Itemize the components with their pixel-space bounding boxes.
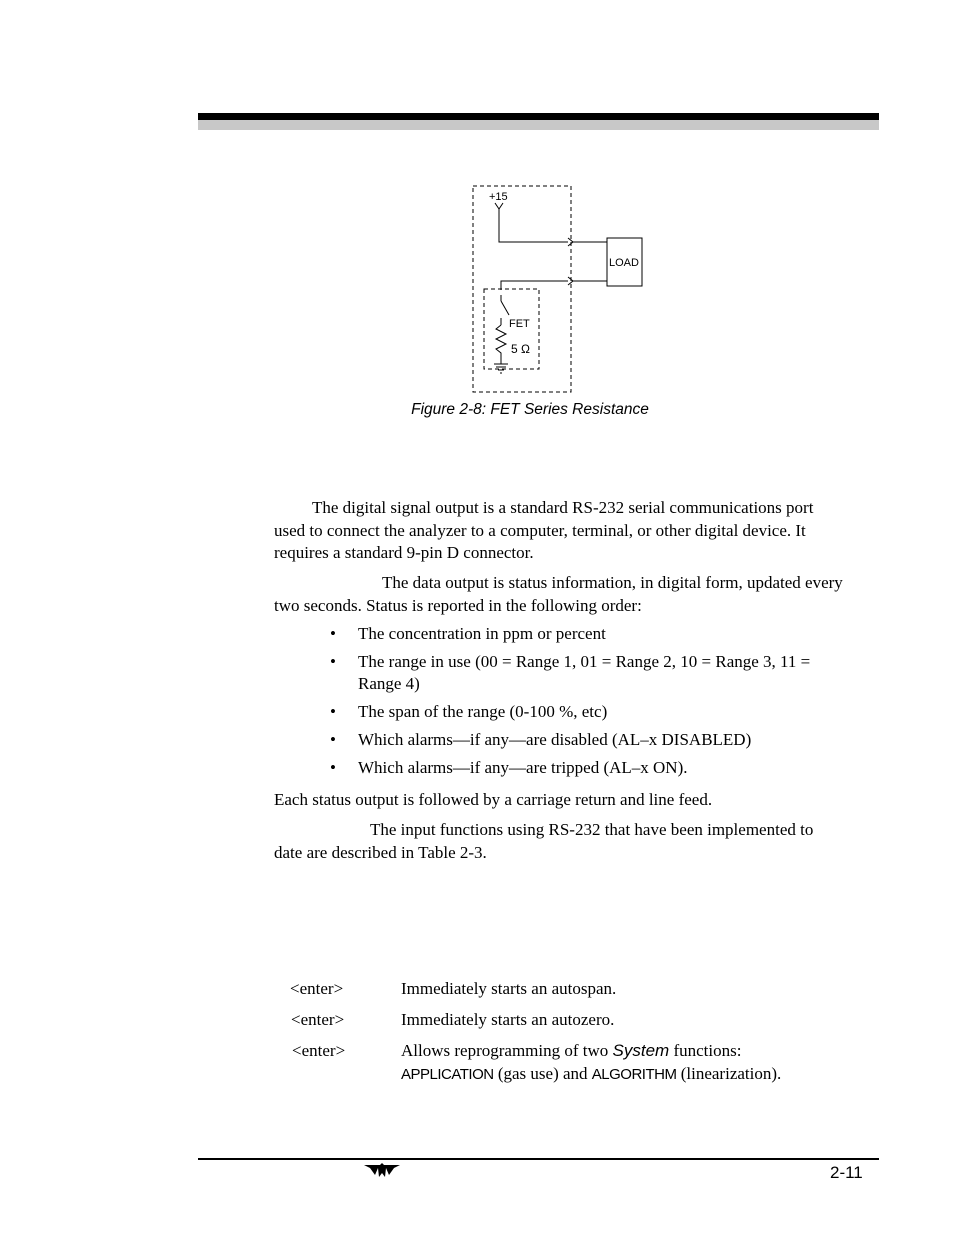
resistor-label: 5 Ω	[511, 342, 530, 356]
footer-rule	[198, 1158, 879, 1160]
teledyne-logo-icon	[364, 1163, 400, 1184]
command-description: Immediately starts an autospan.	[401, 979, 617, 998]
fet-label: FET	[509, 318, 530, 330]
fet-circuit-diagram	[460, 178, 660, 403]
load-label: LOAD	[609, 257, 639, 269]
header-rule-shadow	[198, 120, 879, 130]
figure-caption: Figure 2-8: FET Series Resistance	[411, 401, 649, 418]
paragraph-digital-output: The digital signal output is a standard RS-232 serial communications port used to connect the analyzer to a computer, terminal, or other digital device. It requires a standard 9-pin D connector.	[274, 498, 814, 562]
algorithm-keyword: ALGORITHM	[591, 1066, 677, 1083]
command-row	[280, 1039, 840, 1089]
status-order-list	[330, 623, 850, 785]
command-key: <enter>	[290, 979, 344, 998]
page-number: 2-11	[830, 1163, 863, 1182]
paragraph-input-functions: The input functions using RS-232 that have been implemented to date are described in Table 2-3.	[274, 820, 814, 862]
list-item: • Which alarms—if any—are disabled (AL–x DISABLED)	[330, 730, 752, 749]
bullet-icon: •	[330, 730, 336, 749]
system-keyword: System	[612, 1041, 670, 1060]
list-item: • Which alarms—if any—are tripped (AL–x ON).	[330, 758, 688, 777]
list-item: • The concentration in ppm or percent	[330, 624, 606, 643]
supply-label: +15	[489, 191, 508, 203]
bullet-icon: •	[330, 652, 336, 671]
paragraph-status-terminator: Each status output is followed by a carriage return and line feed.	[274, 790, 713, 809]
bullet-icon: •	[330, 702, 336, 721]
command-description: Allows reprogramming of two System functions: APPLICATION (gas use) and ALGORITHM (linearization).	[401, 1041, 782, 1083]
command-key: <enter>	[291, 1010, 345, 1029]
command-key: <enter>	[292, 1041, 346, 1060]
bullet-icon: •	[330, 758, 336, 777]
list-item: • The range in use (00 = Range 1, 01 = Range 2, 10 = Range 3, 11 = Range 4)	[330, 652, 811, 693]
application-keyword: APPLICATION	[401, 1066, 494, 1083]
list-item: • The span of the range (0-100 %, etc)	[330, 702, 608, 721]
command-description: Immediately starts an autozero.	[401, 1010, 615, 1029]
bullet-icon: •	[330, 624, 336, 643]
paragraph-data-output: The data output is status information, in digital form, updated every two seconds. Status is reported in the following order:	[274, 573, 843, 615]
header-rule	[198, 113, 879, 120]
